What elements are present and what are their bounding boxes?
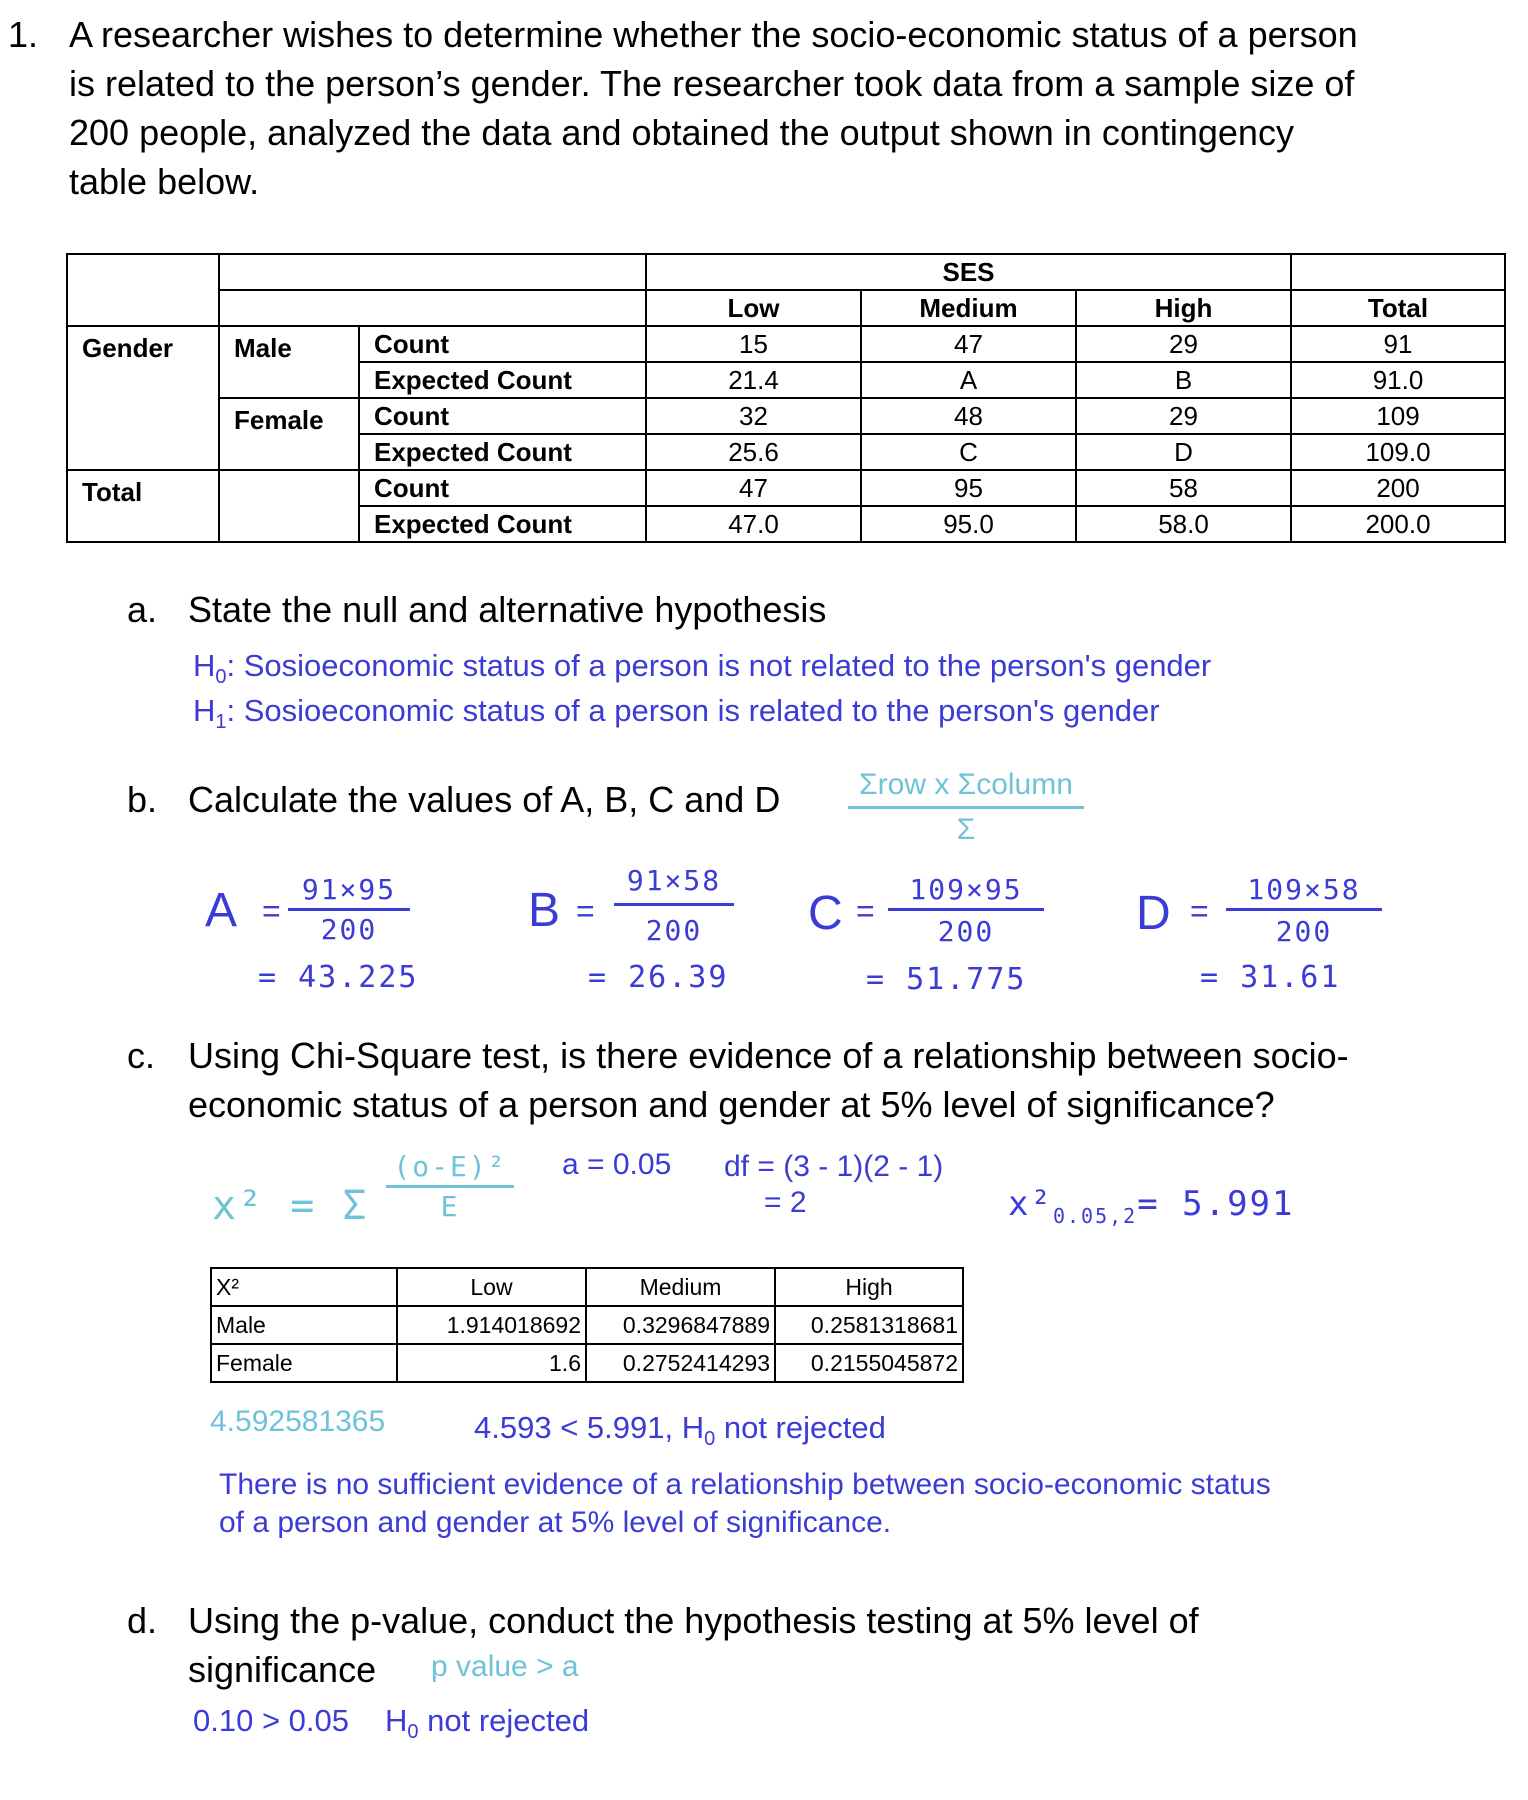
table-cell: 200	[1291, 470, 1505, 506]
chi-col-medium: Medium	[586, 1268, 775, 1306]
chi-row-label-female: Female	[211, 1344, 397, 1382]
table-cell: 0.2155045872	[775, 1344, 963, 1382]
part-d-label: d.	[127, 1600, 158, 1641]
question-line-1: A researcher wishes to determine whether the socio-economic status of a person	[69, 14, 1358, 55]
decision-c: 4.593 < 5.991, $H_0$ not rejected	[474, 1410, 886, 1451]
calc-b-numerator: 91×58	[626, 864, 722, 897]
part-b-question: Calculate the values of A, B, C and D	[188, 779, 781, 820]
chi-col-low: Low	[397, 1268, 586, 1306]
chi-row-label-male: Male	[211, 1306, 397, 1344]
question-line-4: table below.	[69, 161, 260, 202]
part-c-label: c.	[127, 1035, 156, 1076]
equals-sign: =	[576, 893, 595, 929]
calc-b-var: B	[528, 884, 561, 937]
calc-a-var: A	[205, 884, 238, 937]
table-header-row-2	[67, 290, 1505, 326]
part-d-question-line-2: significance	[188, 1649, 377, 1690]
calc-a-result: = 43.225	[258, 960, 419, 995]
chi-square-lhs: x² = Σ	[212, 1183, 369, 1229]
table-cell: A	[861, 362, 1076, 398]
row-label-female: Female	[219, 398, 359, 470]
calc-a-numerator: 91×95	[301, 873, 397, 906]
table-cell: 58	[1076, 470, 1291, 506]
table-cell: 15	[646, 326, 861, 362]
calc-c-result: = 51.775	[866, 962, 1027, 997]
col-header-low: Low	[646, 290, 861, 326]
calc-b-result: = 26.39	[588, 960, 729, 995]
df-line-1: df = (3 - 1)(2 - 1)	[724, 1150, 944, 1183]
ses-header: SES	[646, 254, 1291, 290]
chi-numerator: (o-E)²	[393, 1150, 507, 1183]
table-cell: 200.0	[1291, 506, 1505, 542]
table-cell: C	[861, 434, 1076, 470]
part-a-question: State the null and alternative hypothesis	[188, 589, 827, 630]
calc-c-fraction	[888, 873, 1044, 948]
equals-sign: =	[856, 893, 875, 929]
calc-c-denominator: 200	[888, 908, 1044, 948]
expected-formula	[848, 768, 1084, 847]
calc-d-numerator: 109×58	[1247, 873, 1361, 906]
chi-denominator: E	[386, 1185, 514, 1223]
part-a-label: a.	[127, 589, 158, 630]
df-line-2: = 2	[764, 1186, 807, 1219]
table-cell: D	[1076, 434, 1291, 470]
table-cell: 32	[646, 398, 861, 434]
part-c-question-line-1: Using Chi-Square test, is there evidence of a relationship between socio-	[188, 1035, 1349, 1076]
critical-value: $x^2_{0.05,2}= 5.991$	[1008, 1184, 1295, 1228]
table-row	[67, 470, 1505, 506]
table-cell: 25.6	[646, 434, 861, 470]
calc-a-denominator: 200	[288, 908, 410, 946]
table-row	[67, 398, 1505, 434]
table-cell: 29	[1076, 398, 1291, 434]
table-cell: 0.3296847889	[586, 1306, 775, 1344]
table-row	[211, 1268, 963, 1306]
question-line-3: 200 people, analyzed the data and obtained the output shown in contingency	[69, 112, 1294, 153]
chi-square-table	[210, 1267, 964, 1383]
calc-c-numerator: 109×95	[909, 873, 1023, 906]
conclusion-line-2: of a person and gender at 5% level of significance.	[219, 1506, 892, 1539]
p-value-note: p value > a	[431, 1650, 579, 1683]
table-row	[211, 1344, 963, 1382]
question-line-2: is related to the person’s gender. The researcher took data from a sample size of	[69, 63, 1355, 104]
table-cell: 47	[646, 470, 861, 506]
chi-square-fraction	[386, 1150, 514, 1223]
table-cell: 47	[861, 326, 1076, 362]
chi-table-corner: X²	[211, 1268, 397, 1306]
table-cell: 109.0	[1291, 434, 1505, 470]
col-header-high: High	[1076, 290, 1291, 326]
row-label-count: Count	[359, 398, 646, 434]
row-label-count: Count	[359, 470, 646, 506]
calc-b-fraction	[614, 864, 734, 947]
table-cell: 29	[1076, 326, 1291, 362]
calc-a-fraction	[288, 873, 410, 946]
part-d-question-line-1: Using the p-value, conduct the hypothesis testing at 5% level of	[188, 1600, 1199, 1641]
table-cell: 47.0	[646, 506, 861, 542]
alpha-value: a = 0.05	[562, 1148, 672, 1181]
row-label-expected: Expected Count	[359, 506, 646, 542]
row-label-count: Count	[359, 326, 646, 362]
table-cell: 109	[1291, 398, 1505, 434]
row-group-gender: Gender	[67, 326, 219, 470]
table-cell: 21.4	[646, 362, 861, 398]
table-cell: 91.0	[1291, 362, 1505, 398]
table-row	[67, 326, 1505, 362]
table-cell: 0.2581318681	[775, 1306, 963, 1344]
part-c-question-line-2: economic status of a person and gender at 5% level of significance?	[188, 1084, 1275, 1125]
table-cell: 95	[861, 470, 1076, 506]
table-cell: 1.914018692	[397, 1306, 586, 1344]
calc-d-denominator: 200	[1226, 908, 1382, 948]
table-cell: B	[1076, 362, 1291, 398]
equals-sign: =	[1190, 893, 1209, 929]
chi-col-high: High	[775, 1268, 963, 1306]
row-label-expected: Expected Count	[359, 362, 646, 398]
conclusion-line-1: There is no sufficient evidence of a relationship between socio-economic status	[219, 1468, 1271, 1501]
calc-d-fraction	[1226, 873, 1382, 948]
row-group-total: Total	[67, 470, 219, 542]
calc-b-denominator: 200	[614, 903, 734, 947]
null-hypothesis: $H_0$: Sosioeconomic status of a person is not related to the person's gender	[193, 648, 1212, 689]
col-header-medium: Medium	[861, 290, 1076, 326]
table-cell: 91	[1291, 326, 1505, 362]
row-label-expected: Expected Count	[359, 434, 646, 470]
table-header-row-1	[67, 254, 1505, 290]
calc-c-var: C	[808, 887, 843, 940]
p-value-answer: 0.10 > 0.05 $H_0$ not rejected	[193, 1703, 590, 1744]
table-cell: 1.6	[397, 1344, 586, 1382]
col-header-total: Total	[1291, 290, 1505, 326]
question-number: 1.	[8, 14, 39, 55]
table-row	[211, 1306, 963, 1344]
contingency-table	[66, 253, 1506, 543]
formula-denominator: Σ	[848, 806, 1084, 847]
row-label-male: Male	[219, 326, 359, 398]
calc-d-var: D	[1136, 887, 1171, 940]
table-cell: 48	[861, 398, 1076, 434]
chi-square-sum: 4.592581365	[210, 1405, 386, 1438]
table-cell: 0.2752414293	[586, 1344, 775, 1382]
formula-numerator: Σrow x Σcolumn	[859, 768, 1073, 801]
table-cell: 58.0	[1076, 506, 1291, 542]
table-cell: 95.0	[861, 506, 1076, 542]
part-b-label: b.	[127, 779, 158, 820]
calc-d-result: = 31.61	[1200, 960, 1341, 995]
alternative-hypothesis: $H_1$: Sosioeconomic status of a person is related to the person's gender	[193, 693, 1160, 734]
equals-sign: =	[262, 893, 281, 929]
